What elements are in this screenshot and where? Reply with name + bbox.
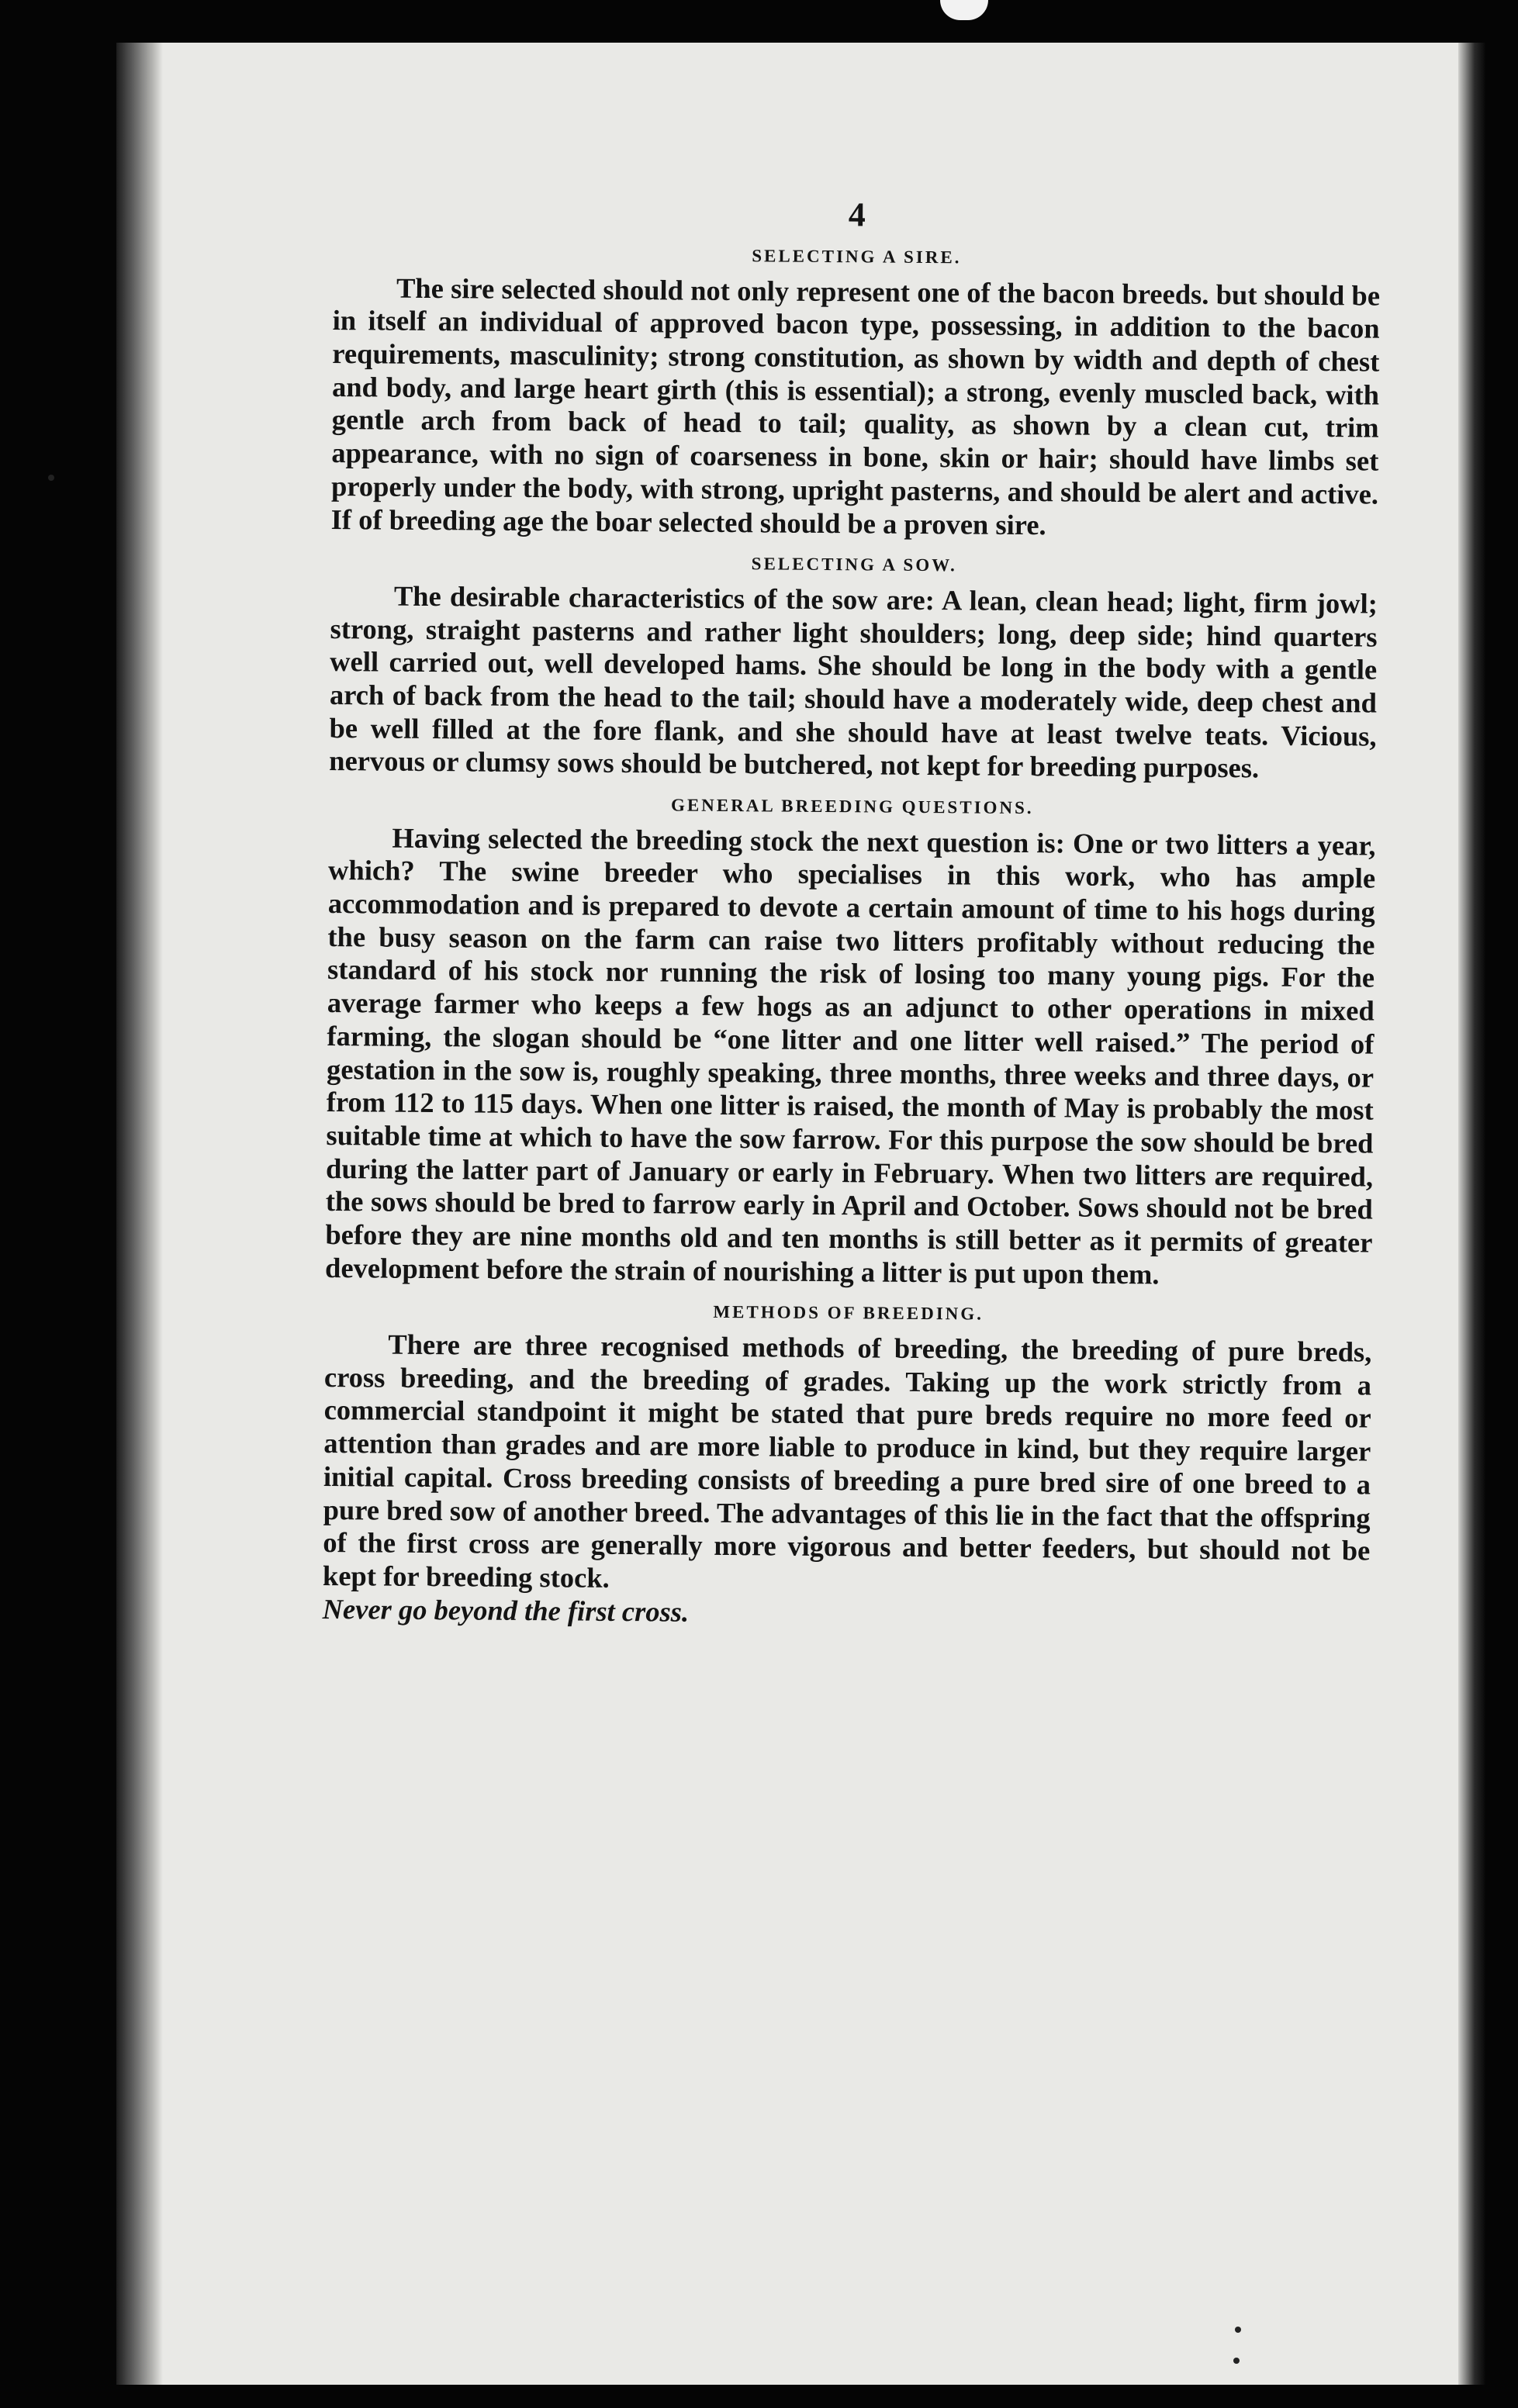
- dust-speck: [1233, 2358, 1240, 2364]
- section-heading-methods-of-breeding: METHODS OF BREEDING.: [713, 1302, 984, 1325]
- section-heading-selecting-a-sire: SELECTING A SIRE.: [752, 246, 962, 268]
- section-body-selecting-a-sire: The sire selected should not only represent one of the bacon breeds. but should be in itself an individual of approved bacon type, possessing, in addition to the bacon requirements, masculinity; strong constitution, as shown by width and depth of chest and body, and large heart girth (this is essential); a strong, evenly muscled back, with gentle arch from back of head to tail; quality, as shown by a clean cut, trim appearance, with no sign of coarseness in bone, skin or hair; should have limbs set properly under the body, with strong, upright pasterns, and should be alert and active. If of breeding age the boar selected should be a proven sire.: [330, 271, 1381, 541]
- section-heading-general-breeding-questions: GENERAL BREEDING QUESTIONS.: [670, 795, 1034, 818]
- page-number: 4: [848, 195, 866, 234]
- closing-warning-line: Never go beyond the first cross.: [322, 1592, 690, 1628]
- section-heading-selecting-a-sow: SELECTING A SOW.: [751, 554, 957, 575]
- dust-speck: [48, 475, 54, 481]
- film-edge-mark: [940, 0, 988, 20]
- dust-speck: [1235, 2327, 1241, 2333]
- page-text: [322, 194, 1380, 1634]
- section-body-selecting-a-sow: The desirable characteristics of the sow are: A lean, clean head; light, firm jowl; strong, straight pasterns and rather light shoulders; long, deep side; hind quarters well carried out, well developed hams. She should be long in the body with a gentle arch of back from the head to the tail; should have a moderately wide, deep chest and be well filled at the fore flank, and she should have at least twelve teats. Vicious, nervous or clumsy sows should be butchered, not kept for breeding purposes.: [329, 579, 1378, 784]
- page-edge-shadow: [1458, 43, 1485, 2385]
- section-body-methods-of-breeding: There are three recognised methods of breeding, the breeding of pure breds, cross breeding, and the breeding of grades. Taking up the work strictly from a commercial standpoint it might be stated that pure breds require no more feed or attention than grades and are more liable to produce in kind, but they require larger initial capital. Cross breeding consists of breeding a pure bred sire of one breed to a pure bred sow of another breed. The advantages of this lie in the fact that the offspring of the first cross are generally more vigorous and better feeders, but should not be kept for breeding stock.: [322, 1328, 1372, 1594]
- binding-gutter-shadow: [116, 43, 163, 2385]
- section-body-general-breeding-questions: Having selected the breeding stock the next question is: One or two litters a year, which? The swine breeder who specialises in this work, who has ample accommodation and is prepared to devote a certain amount of time to his hogs during the busy season on the farm can raise two litters profitably without reducing the standard of his stock nor running the risk of losing too many young pigs. For the average farmer who keeps a few hogs as an adjunct to other operations in mixed farming, the slogan should be “one litter and one litter well raised.” The period of gestation in the sow is, roughly speaking, three months, three weeks and three days, or from 112 to 115 days. When one litter is raised, the month of May is probably the most suitable time at which to have the sow farrow. For this purpose the sow should be bred during the latter part of January or early in February. When two litters are required, the sows should be bred to farrow early in April and October. Sows should not be bred before they are nine months old and ten months is still better as it permits of greater development before the strain of nourishing a litter is put upon them.: [324, 821, 1376, 1290]
